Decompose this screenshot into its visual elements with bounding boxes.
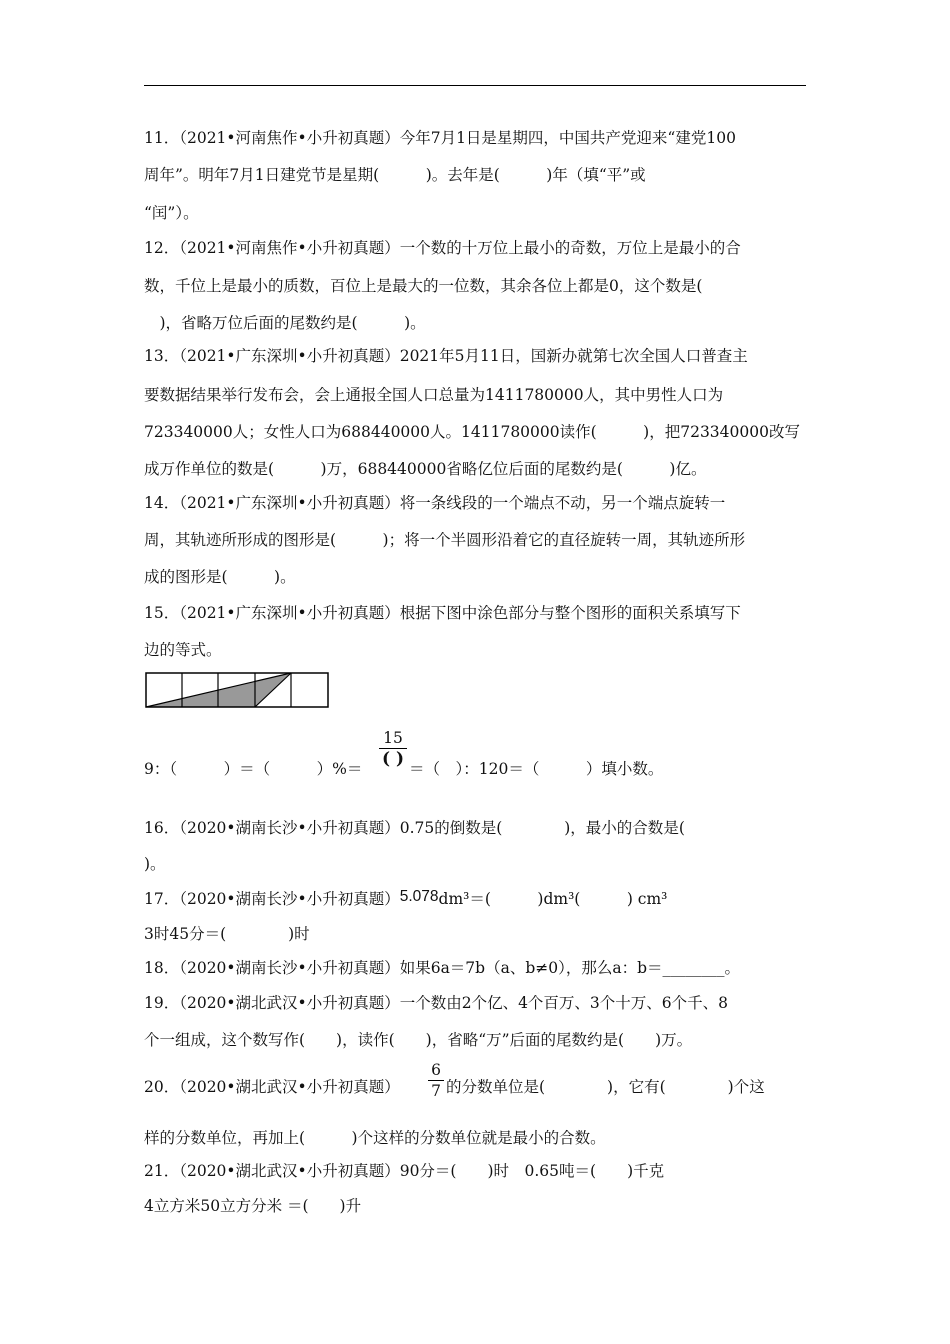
q19-line2: 个一组成，这个数写作( )，读作( )，省略“万”后面的尾数约是( )万。 xyxy=(144,1031,693,1049)
q20-fraction xyxy=(428,1062,444,1099)
q15-fraction xyxy=(379,730,407,767)
q15-equation-right: ＝（ ）：120＝（ ）填小数。 xyxy=(409,760,664,778)
q21-line1: 21．（2020•湖北武汉•小升初真题）90分＝( )时 0.65吨＝( )千克 xyxy=(144,1162,665,1180)
q13-line2: 要数据结果举行发布会，会上通报全国人口总量为1411780000人，其中男性人口为 xyxy=(144,386,724,404)
q15-fraction-denominator: ( ) xyxy=(381,749,404,769)
q21-line2: 4立方米50立方分米 ＝( )升 xyxy=(144,1197,362,1215)
q15-equation-left: 9：（ ）＝（ ）%＝ xyxy=(144,760,363,778)
q20-fraction-denominator: 7 xyxy=(431,1082,441,1100)
q15-line1: 15．（2021•广东深圳•小升初真题）根据下图中涂色部分与整个图形的面积关系填写下 xyxy=(144,604,741,622)
q20-line1-rest: 的分数单位是( )，它有( )个这 xyxy=(446,1078,765,1096)
q17-value: 5.078 xyxy=(399,888,439,905)
q13-line3: 723340000人；女性人口为688440000人。1411780000读作( )，把723340000改写 xyxy=(144,423,800,441)
q12-line1: 12．（2021•河南焦作•小升初真题）一个数的十万位上最小的奇数，万位上是最小的合 xyxy=(144,239,741,257)
q20-fraction-numerator: 6 xyxy=(431,1061,441,1079)
q16-line2: )。 xyxy=(144,855,166,873)
q14-line2: 周，其轨迹所形成的图形是( )；将一个半圆形沿着它的直径旋转一周，其轨迹所形 xyxy=(144,531,746,549)
q14-line3: 成的图形是( )。 xyxy=(144,568,296,586)
q20-line1-prefix: 20．（2020•湖北武汉•小升初真题） xyxy=(144,1078,400,1096)
q13-line1: 13．（2021•广东深圳•小升初真题）2021年5月11日，国新办就第七次全国人口普查主 xyxy=(144,347,748,365)
q11-line2: 周年”。明年7月1日建党节是星期( )。去年是( )年（填“平”或 xyxy=(144,166,646,184)
q18-line1: 18．（2020•湖南长沙•小升初真题）如果6a＝7b（a、b≠0），那么a：b＝________。 xyxy=(144,959,741,977)
q13-line4: 成万作单位的数是( )万，688440000省略亿位后面的尾数约是( )亿。 xyxy=(144,460,707,478)
q17-prefix: 17．（2020•湖南长沙•小升初真题） xyxy=(144,890,400,908)
q17-line2: 3时45分＝( )时 xyxy=(144,925,310,943)
q17-line1 xyxy=(144,889,667,910)
q16-line1: 16．（2020•湖南长沙•小升初真题）0.75的倒数是( )，最小的合数是( xyxy=(144,819,685,837)
q14-line1: 14．（2021•广东深圳•小升初真题）将一条线段的一个端点不动，另一个端点旋转一 xyxy=(144,494,726,512)
q12-line2: 数，千位上是最小的质数，百位上是最大的一位数，其余各位上都是0，这个数是( xyxy=(144,277,703,295)
q12-line3: )，省略万位后面的尾数约是( )。 xyxy=(144,314,426,332)
q19-line1: 19．（2020•湖北武汉•小升初真题）一个数由2个亿、4个百万、3个十万、6个千、8 xyxy=(144,994,729,1012)
shaded-rectangle-diagram xyxy=(145,672,331,710)
q15-line2: 边的等式。 xyxy=(144,641,222,659)
header-rule xyxy=(144,85,806,86)
q15-fraction-numerator: 15 xyxy=(383,729,403,747)
q20-line2: 样的分数单位，再加上( )个这样的分数单位就是最小的合数。 xyxy=(144,1129,606,1147)
q11-line1: 11．（2021•河南焦作•小升初真题）今年7月1日是星期四，中国共产党迎来“建党100 xyxy=(144,129,736,147)
q17-rest: dm³＝( )dm³( ) cm³ xyxy=(438,890,668,908)
q11-line3: “闰”）。 xyxy=(144,204,199,222)
